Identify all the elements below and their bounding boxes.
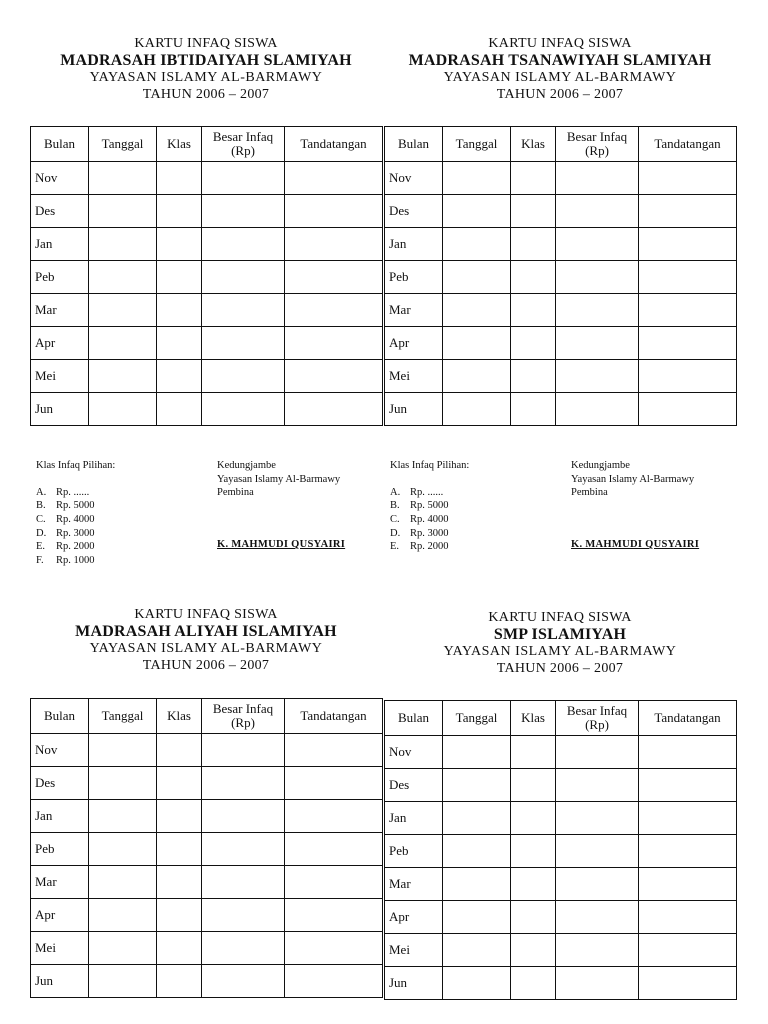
month-cell: Mei <box>385 934 443 967</box>
tandatangan-cell <box>285 393 383 426</box>
table-row <box>31 360 383 393</box>
card-yayasan: YAYASAN ISLAMY AL-BARMAWY <box>443 644 677 660</box>
option-value: Rp. 3000 <box>410 527 449 539</box>
klas-infaq-options-right <box>390 459 560 554</box>
month-cell: Jun <box>31 393 89 426</box>
month-cell: Jan <box>31 800 89 833</box>
tandatangan-cell <box>639 835 737 868</box>
table-row <box>31 965 383 998</box>
tanggal-cell <box>443 228 511 261</box>
besar-infaq-cell <box>556 967 639 1000</box>
tandatangan-cell <box>639 162 737 195</box>
option-key: A. <box>390 486 401 498</box>
tandatangan-cell <box>639 261 737 294</box>
besar-infaq-cell <box>202 800 285 833</box>
tanggal-cell <box>89 734 157 767</box>
option-key: C. <box>36 513 46 525</box>
option-value: Rp. ...... <box>410 486 444 498</box>
col-tanggal: Tanggal <box>443 127 511 162</box>
tandatangan-cell <box>285 294 383 327</box>
card-school-name: SMP ISLAMIYAH <box>493 626 627 644</box>
klas-cell <box>157 866 202 899</box>
card-tahun: TAHUN 2006 – 2007 <box>496 660 624 676</box>
infaq-table <box>30 126 383 426</box>
month-cell: Jun <box>385 393 443 426</box>
card-school-name: MADRASAH TSANAWIYAH SLAMIYAH <box>408 52 712 70</box>
besar-infaq-cell <box>556 162 639 195</box>
tandatangan-cell <box>639 967 737 1000</box>
tandatangan-cell <box>285 261 383 294</box>
klas-cell <box>511 393 556 426</box>
besar-infaq-cell <box>556 261 639 294</box>
month-cell: Jun <box>31 965 89 998</box>
signature-block-left <box>217 459 382 552</box>
tanggal-cell <box>443 934 511 967</box>
month-cell: Apr <box>31 899 89 932</box>
klas-cell <box>511 162 556 195</box>
col-klas: Klas <box>511 127 556 162</box>
besar-infaq-cell <box>202 228 285 261</box>
month-cell: Apr <box>31 327 89 360</box>
signature-block-right <box>571 459 736 552</box>
tandatangan-cell <box>285 360 383 393</box>
tandatangan-cell <box>639 868 737 901</box>
klas-cell <box>511 294 556 327</box>
tanggal-cell <box>89 393 157 426</box>
table-row <box>385 736 737 769</box>
card-header <box>384 610 736 677</box>
month-cell: Mar <box>31 294 89 327</box>
option-item <box>36 486 206 500</box>
signature-role: Pembina <box>217 487 254 499</box>
month-cell: Nov <box>385 736 443 769</box>
tanggal-cell <box>89 360 157 393</box>
tandatangan-cell <box>639 393 737 426</box>
tanggal-cell <box>443 294 511 327</box>
col-tandatangan: Tandatangan <box>639 701 737 736</box>
tanggal-cell <box>443 736 511 769</box>
infaq-table <box>30 698 383 998</box>
card-tahun: TAHUN 2006 – 2007 <box>496 86 624 102</box>
table-row <box>385 261 737 294</box>
tanggal-cell <box>89 899 157 932</box>
option-value: Rp. 1000 <box>56 554 95 566</box>
tanggal-cell <box>443 162 511 195</box>
tanggal-cell <box>443 835 511 868</box>
besar-infaq-cell <box>556 360 639 393</box>
table-row <box>31 734 383 767</box>
card-header <box>30 607 382 674</box>
table-row <box>385 360 737 393</box>
month-cell: Nov <box>385 162 443 195</box>
option-item <box>390 499 560 513</box>
besar-infaq-cell <box>202 327 285 360</box>
klas-cell <box>511 736 556 769</box>
table-row <box>385 327 737 360</box>
tandatangan-cell <box>639 901 737 934</box>
month-cell: Mar <box>385 294 443 327</box>
besar-infaq-cell <box>202 261 285 294</box>
tandatangan-cell <box>285 228 383 261</box>
tanggal-cell <box>89 833 157 866</box>
klas-cell <box>157 162 202 195</box>
klas-cell <box>157 393 202 426</box>
month-cell: Jan <box>31 228 89 261</box>
besar-infaq-cell <box>556 736 639 769</box>
klas-cell <box>511 901 556 934</box>
col-klas: Klas <box>511 701 556 736</box>
table-row <box>31 833 383 866</box>
table-header-row <box>31 127 383 162</box>
month-cell: Peb <box>31 833 89 866</box>
besar-infaq-cell <box>556 934 639 967</box>
besar-infaq-cell <box>556 393 639 426</box>
option-key: B. <box>36 500 46 512</box>
table-row <box>385 901 737 934</box>
month-cell: Nov <box>31 734 89 767</box>
klas-cell <box>511 360 556 393</box>
month-cell: Peb <box>385 835 443 868</box>
table-header-row <box>385 701 737 736</box>
table-row <box>31 393 383 426</box>
card-kartu-title: KARTU INFAQ SISWA <box>134 36 278 51</box>
table-row <box>385 934 737 967</box>
table-row <box>385 162 737 195</box>
option-item <box>36 554 206 568</box>
signature-name: K. MAHMUDI QUSYAIRI <box>217 538 346 550</box>
klas-cell <box>157 800 202 833</box>
tanggal-cell <box>443 360 511 393</box>
option-key: F. <box>36 554 44 566</box>
tanggal-cell <box>89 327 157 360</box>
col-besar-infaq: Besar Infaq (Rp) <box>202 127 285 162</box>
signature-role: Pembina <box>571 487 608 499</box>
card-kartu-title: KARTU INFAQ SISWA <box>488 36 632 51</box>
month-cell: Mei <box>385 360 443 393</box>
table-row <box>31 899 383 932</box>
tanggal-cell <box>443 901 511 934</box>
besar-infaq-cell <box>202 195 285 228</box>
options-title: Klas Infaq Pilihan: <box>390 460 470 471</box>
table-row <box>385 967 737 1000</box>
month-cell: Mei <box>31 360 89 393</box>
tandatangan-cell <box>639 327 737 360</box>
options-title: Klas Infaq Pilihan: <box>36 460 116 471</box>
besar-infaq-cell <box>556 228 639 261</box>
tandatangan-cell <box>285 327 383 360</box>
besar-infaq-cell <box>202 393 285 426</box>
table-row <box>31 866 383 899</box>
card-kartu-title: KARTU INFAQ SISWA <box>488 610 632 625</box>
month-cell: Des <box>385 195 443 228</box>
tandatangan-cell <box>639 934 737 967</box>
table-row <box>31 932 383 965</box>
tandatangan-cell <box>285 965 383 998</box>
tanggal-cell <box>443 393 511 426</box>
option-value: Rp. 4000 <box>56 513 95 525</box>
col-tandatangan: Tandatangan <box>285 127 383 162</box>
month-cell: Apr <box>385 901 443 934</box>
table-row <box>31 261 383 294</box>
tandatangan-cell <box>285 162 383 195</box>
tandatangan-cell <box>285 195 383 228</box>
option-value: Rp. 5000 <box>56 500 95 512</box>
card-header <box>30 36 382 103</box>
besar-infaq-cell <box>202 767 285 800</box>
tanggal-cell <box>89 228 157 261</box>
tandatangan-cell <box>639 360 737 393</box>
card-tahun: TAHUN 2006 – 2007 <box>142 657 270 673</box>
klas-cell <box>157 228 202 261</box>
month-cell: Jun <box>385 967 443 1000</box>
option-value: Rp. 2000 <box>56 541 95 553</box>
besar-infaq-cell <box>202 833 285 866</box>
card-school-name: MADRASAH ALIYAH ISLAMIYAH <box>75 623 337 641</box>
klas-cell <box>511 868 556 901</box>
table-row <box>31 228 383 261</box>
option-key: E. <box>390 541 400 553</box>
besar-infaq-cell <box>556 868 639 901</box>
tandatangan-cell <box>639 769 737 802</box>
besar-infaq-cell <box>202 899 285 932</box>
table-row <box>385 294 737 327</box>
tanggal-cell <box>89 261 157 294</box>
tanggal-cell <box>443 195 511 228</box>
month-cell: Peb <box>31 261 89 294</box>
option-item <box>390 527 560 541</box>
klas-cell <box>511 769 556 802</box>
table-row <box>31 162 383 195</box>
option-key: E. <box>36 541 46 553</box>
tanggal-cell <box>89 800 157 833</box>
option-item <box>390 540 560 554</box>
col-besar-infaq: Besar Infaq (Rp) <box>556 127 639 162</box>
besar-infaq-cell <box>556 901 639 934</box>
tanggal-cell <box>443 261 511 294</box>
card-yayasan: YAYASAN ISLAMY AL-BARMAWY <box>89 641 323 657</box>
besar-infaq-cell <box>556 802 639 835</box>
option-value: Rp. 2000 <box>410 541 449 553</box>
option-key: A. <box>36 486 47 498</box>
option-key: C. <box>390 513 400 525</box>
card-kartu-title: KARTU INFAQ SISWA <box>134 607 278 622</box>
signature-org: Yayasan Islamy Al-Barmawy <box>217 473 341 485</box>
klas-cell <box>157 327 202 360</box>
option-item <box>36 540 206 554</box>
klas-cell <box>511 195 556 228</box>
table-row <box>31 800 383 833</box>
month-cell: Jan <box>385 228 443 261</box>
infaq-table <box>384 126 737 426</box>
infaq-table <box>384 700 737 1000</box>
option-value: Rp. ...... <box>56 486 90 498</box>
tanggal-cell <box>89 932 157 965</box>
tandatangan-cell <box>285 767 383 800</box>
klas-cell <box>511 802 556 835</box>
signature-org: Yayasan Islamy Al-Barmawy <box>571 473 695 485</box>
option-value: Rp. 4000 <box>410 513 449 525</box>
tanggal-cell <box>89 866 157 899</box>
tandatangan-cell <box>639 294 737 327</box>
card-school-name: MADRASAH IBTIDAIYAH SLAMIYAH <box>60 52 352 70</box>
besar-infaq-cell <box>202 965 285 998</box>
card-yayasan: YAYASAN ISLAMY AL-BARMAWY <box>443 70 677 86</box>
besar-infaq-cell <box>202 294 285 327</box>
col-klas: Klas <box>157 127 202 162</box>
col-besar-infaq: Besar Infaq (Rp) <box>202 699 285 734</box>
option-item <box>36 513 206 527</box>
tandatangan-cell <box>639 802 737 835</box>
tandatangan-cell <box>639 195 737 228</box>
tandatangan-cell <box>285 866 383 899</box>
besar-infaq-cell <box>202 360 285 393</box>
besar-infaq-cell <box>202 734 285 767</box>
tanggal-cell <box>89 767 157 800</box>
klas-cell <box>157 734 202 767</box>
option-item <box>390 486 560 500</box>
col-besar-infaq: Besar Infaq (Rp) <box>556 701 639 736</box>
month-cell: Des <box>31 195 89 228</box>
klas-cell <box>157 899 202 932</box>
klas-infaq-options-left <box>36 459 206 567</box>
card-yayasan: YAYASAN ISLAMY AL-BARMAWY <box>89 70 323 86</box>
month-cell: Peb <box>385 261 443 294</box>
klas-cell <box>511 228 556 261</box>
col-bulan: Bulan <box>31 127 89 162</box>
klas-cell <box>511 327 556 360</box>
tandatangan-cell <box>639 228 737 261</box>
option-value: Rp. 3000 <box>56 527 95 539</box>
month-cell: Jan <box>385 802 443 835</box>
table-row <box>385 228 737 261</box>
table-row <box>31 294 383 327</box>
table-row <box>385 868 737 901</box>
klas-cell <box>157 294 202 327</box>
klas-cell <box>157 261 202 294</box>
table-row <box>385 835 737 868</box>
table-row <box>31 327 383 360</box>
col-bulan: Bulan <box>385 127 443 162</box>
signature-place: Kedungjambe <box>217 460 276 471</box>
table-row <box>385 195 737 228</box>
table-header-row <box>31 699 383 734</box>
month-cell: Nov <box>31 162 89 195</box>
besar-infaq-cell <box>556 195 639 228</box>
klas-cell <box>157 360 202 393</box>
besar-infaq-cell <box>556 769 639 802</box>
klas-cell <box>511 934 556 967</box>
option-item <box>390 513 560 527</box>
month-cell: Des <box>385 769 443 802</box>
tandatangan-cell <box>285 932 383 965</box>
tanggal-cell <box>89 162 157 195</box>
option-key: D. <box>36 527 47 539</box>
besar-infaq-cell <box>556 327 639 360</box>
tandatangan-cell <box>285 899 383 932</box>
signature-place: Kedungjambe <box>571 460 630 471</box>
month-cell: Des <box>31 767 89 800</box>
option-key: D. <box>390 527 401 539</box>
month-cell: Mar <box>31 866 89 899</box>
signature-name: K. MAHMUDI QUSYAIRI <box>571 538 700 550</box>
option-value: Rp. 5000 <box>410 500 449 512</box>
col-bulan: Bulan <box>385 701 443 736</box>
klas-cell <box>157 767 202 800</box>
tanggal-cell <box>443 967 511 1000</box>
tanggal-cell <box>443 868 511 901</box>
col-tanggal: Tanggal <box>89 699 157 734</box>
col-tanggal: Tanggal <box>89 127 157 162</box>
col-tandatangan: Tandatangan <box>285 699 383 734</box>
klas-cell <box>157 195 202 228</box>
option-item <box>36 527 206 541</box>
tanggal-cell <box>443 769 511 802</box>
option-item <box>36 499 206 513</box>
card-header <box>384 36 736 103</box>
col-tandatangan: Tandatangan <box>639 127 737 162</box>
table-row <box>385 393 737 426</box>
tandatangan-cell <box>639 736 737 769</box>
besar-infaq-cell <box>556 294 639 327</box>
besar-infaq-cell <box>202 866 285 899</box>
table-row <box>385 769 737 802</box>
klas-cell <box>511 835 556 868</box>
card-tahun: TAHUN 2006 – 2007 <box>142 86 270 102</box>
tanggal-cell <box>443 802 511 835</box>
col-klas: Klas <box>157 699 202 734</box>
tandatangan-cell <box>285 833 383 866</box>
tandatangan-cell <box>285 800 383 833</box>
tanggal-cell <box>89 195 157 228</box>
besar-infaq-cell <box>202 162 285 195</box>
besar-infaq-cell <box>202 932 285 965</box>
klas-cell <box>511 967 556 1000</box>
month-cell: Mar <box>385 868 443 901</box>
tanggal-cell <box>89 965 157 998</box>
klas-cell <box>157 833 202 866</box>
col-tanggal: Tanggal <box>443 701 511 736</box>
klas-cell <box>511 261 556 294</box>
tanggal-cell <box>443 327 511 360</box>
month-cell: Apr <box>385 327 443 360</box>
klas-cell <box>157 965 202 998</box>
klas-cell <box>157 932 202 965</box>
tandatangan-cell <box>285 734 383 767</box>
table-row <box>31 195 383 228</box>
col-bulan: Bulan <box>31 699 89 734</box>
table-row <box>31 767 383 800</box>
month-cell: Mei <box>31 932 89 965</box>
table-row <box>385 802 737 835</box>
table-header-row <box>385 127 737 162</box>
option-key: B. <box>390 500 400 512</box>
tanggal-cell <box>89 294 157 327</box>
besar-infaq-cell <box>556 835 639 868</box>
